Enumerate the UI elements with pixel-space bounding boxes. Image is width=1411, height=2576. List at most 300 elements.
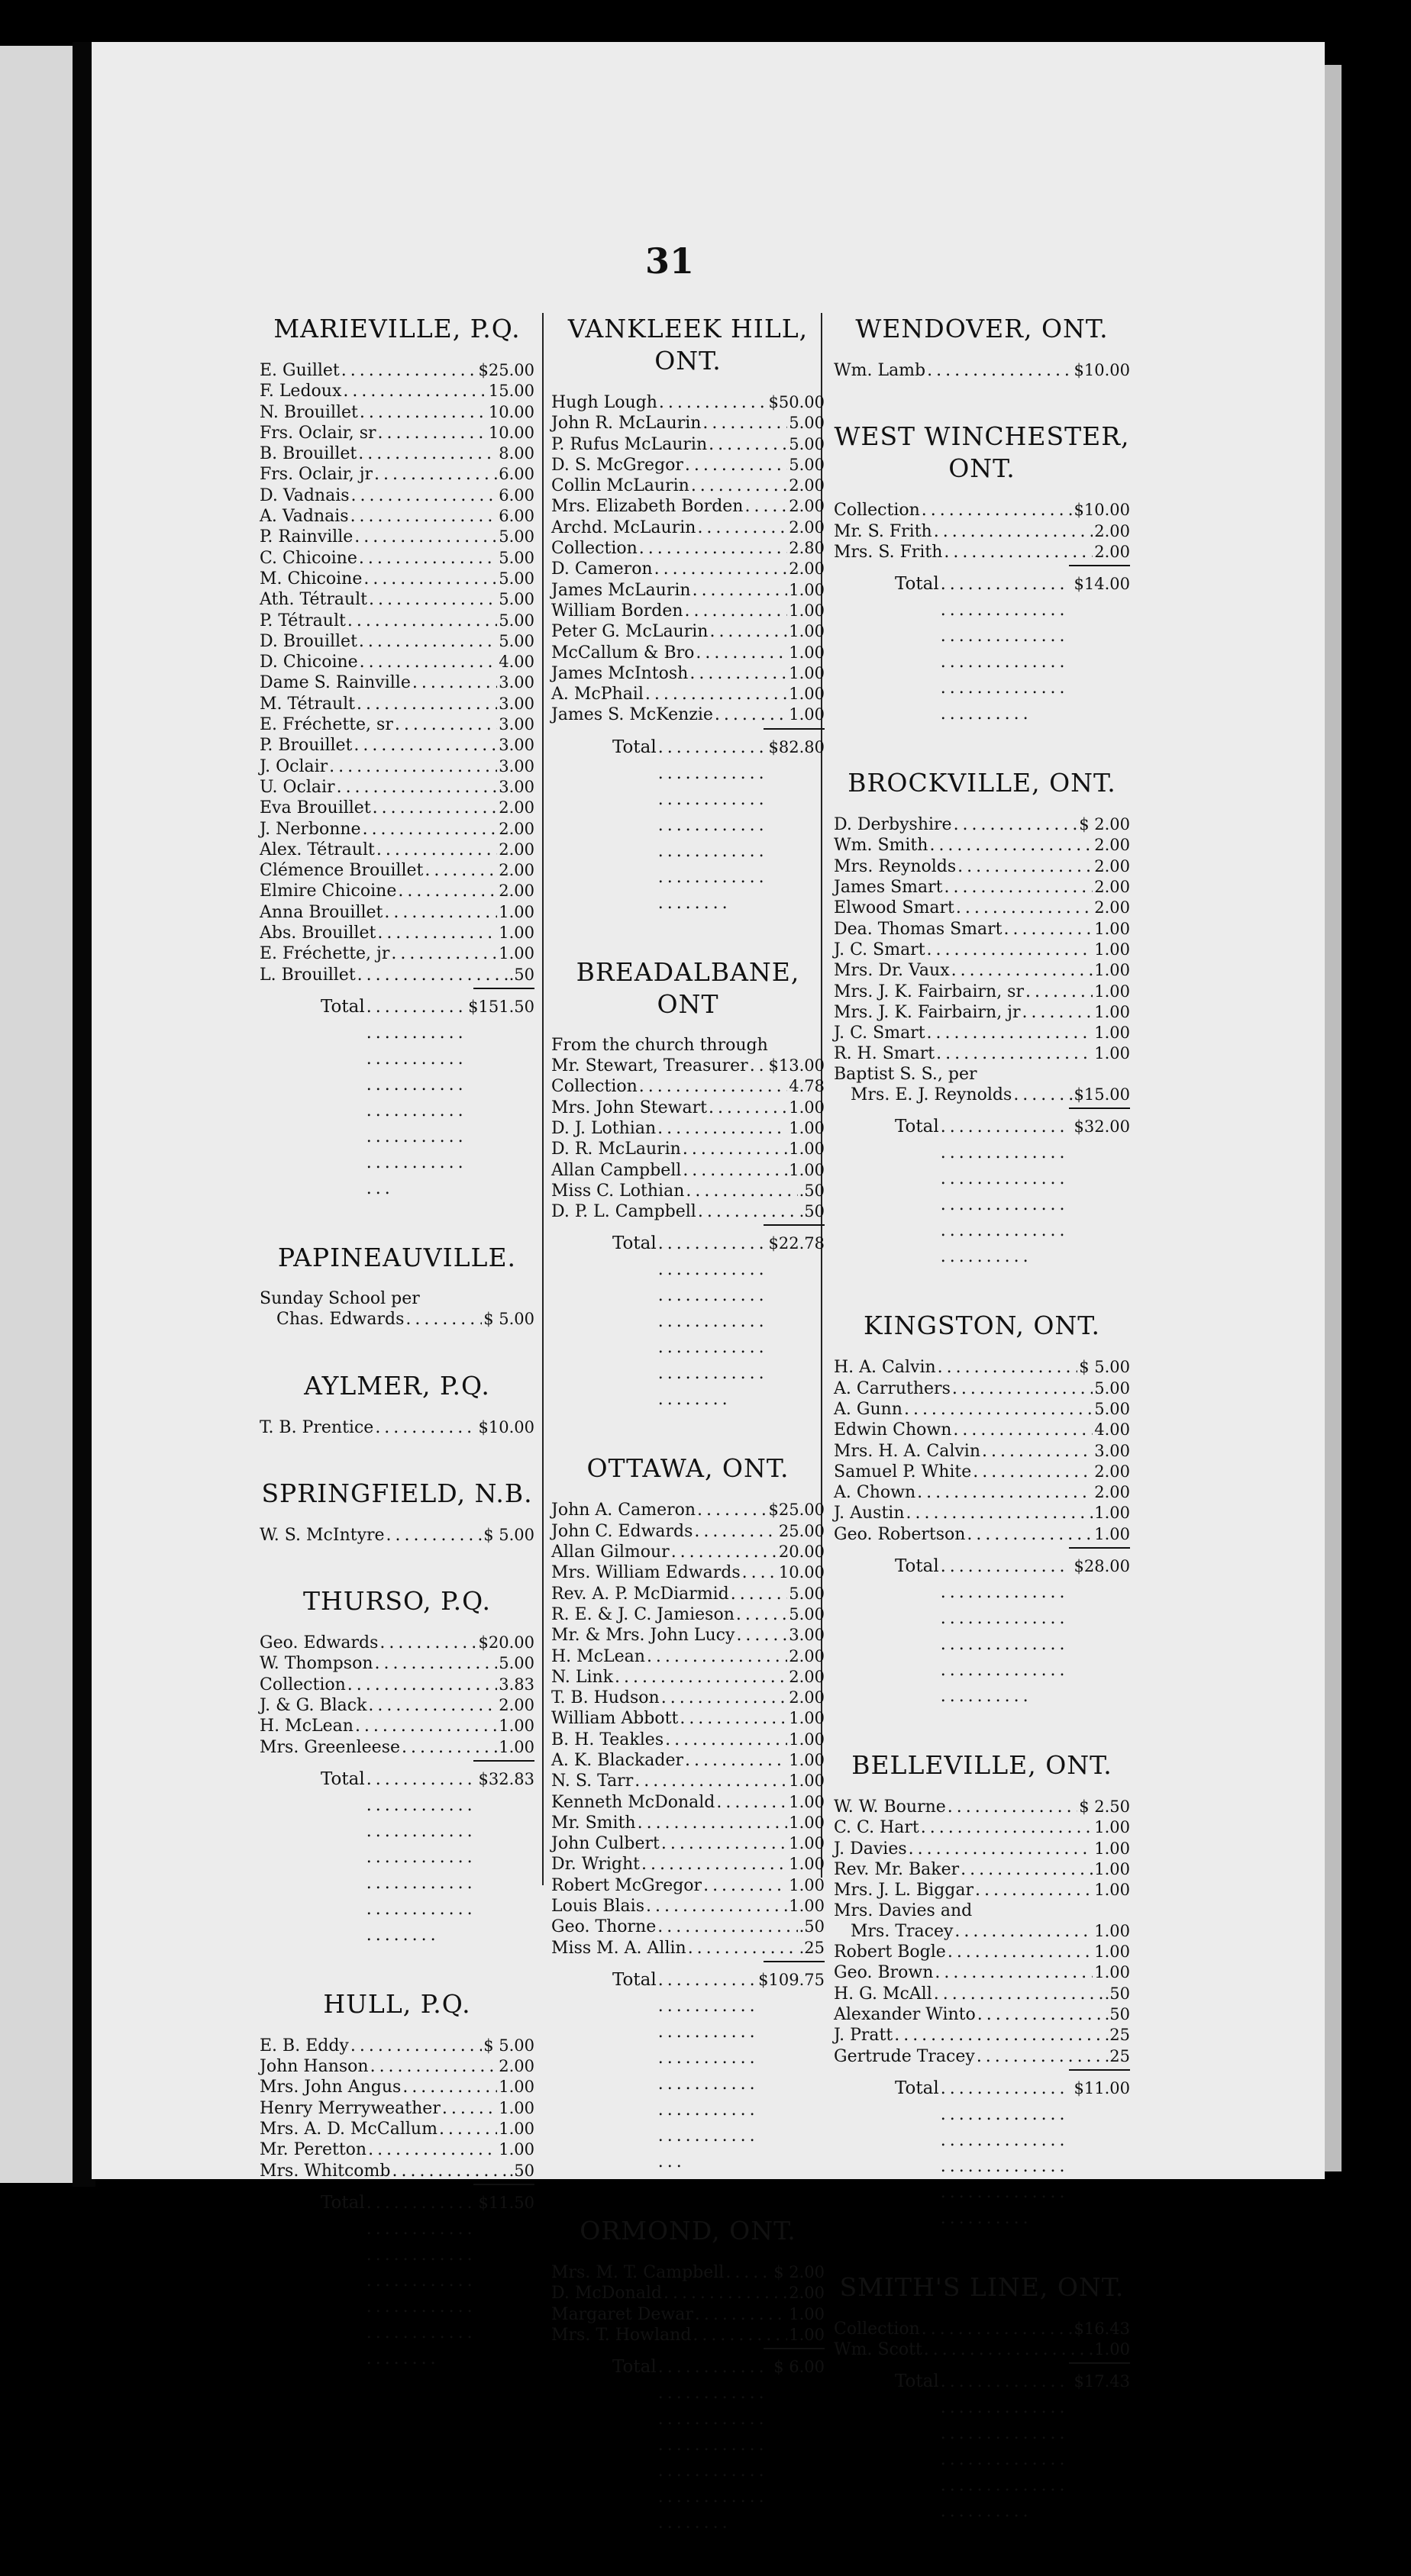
entry-row xyxy=(551,1098,825,1118)
leader-dots xyxy=(357,966,508,985)
entry-name: Chas. Edwards xyxy=(276,1310,405,1330)
leader-dots xyxy=(680,1709,787,1729)
entry-name: John Hanson xyxy=(260,2057,369,2077)
entry-row xyxy=(834,521,1130,542)
entry-name: Mrs. A. D. McCallum xyxy=(260,2120,438,2139)
entry-row xyxy=(260,1653,534,1674)
entry-name: R. E. & J. C. Jamieson xyxy=(551,1604,735,1624)
leader-dots xyxy=(347,1675,497,1695)
entry-row xyxy=(260,485,534,506)
entry-name: Baptist S. S., per xyxy=(834,1064,977,1084)
leader-dots xyxy=(703,1876,787,1896)
entry-row xyxy=(834,1817,1130,1838)
entry-amount: 1.00 xyxy=(789,705,825,724)
entry-name: Collection xyxy=(834,501,920,521)
section-heading: OTTAWA, ONT. xyxy=(586,1453,789,1484)
leader-dots xyxy=(953,1420,1093,1440)
entry-row xyxy=(260,464,534,485)
entry-name: Mrs. J. L. Biggar xyxy=(834,1881,974,1901)
leader-dots xyxy=(975,1881,1093,1901)
entry-row xyxy=(260,902,534,923)
entry-name: D. Chicoine xyxy=(260,653,358,672)
section-heading: ORMOND, ONT. xyxy=(580,2215,796,2246)
leader-dots xyxy=(425,861,497,881)
section xyxy=(551,1452,825,2175)
entry-amount: $15.00 xyxy=(1074,1085,1130,1104)
entry-amount: $ 5.00 xyxy=(483,1310,534,1329)
entry-name: C. Chicoine xyxy=(260,548,357,568)
total-rule xyxy=(473,988,534,989)
leader-dots xyxy=(742,1563,777,1583)
entry-row xyxy=(551,434,825,455)
entry-amount: 5.00 xyxy=(789,434,825,453)
entry-amount: 5.00 xyxy=(789,1604,825,1623)
leader-dots xyxy=(645,685,787,704)
entry-row xyxy=(834,1378,1130,1399)
entry-name: D. Brouillet xyxy=(260,631,357,651)
entry-row xyxy=(551,663,825,684)
entry-row xyxy=(834,940,1130,960)
entry-row xyxy=(834,1085,1130,1105)
entry-amount: 10.00 xyxy=(488,402,534,421)
entry-amount: .50 xyxy=(509,2161,534,2180)
leader-dots xyxy=(941,2369,1073,2525)
entry-name: Dame S. Rainville xyxy=(260,673,411,693)
left-page-edge xyxy=(0,46,73,2183)
entry-row xyxy=(834,1880,1130,1901)
entry-amount: 2.00 xyxy=(1094,1462,1130,1481)
total-rule xyxy=(1069,1107,1130,1109)
entry-amount: 1.00 xyxy=(789,1897,825,1916)
entry-row xyxy=(551,538,825,559)
entry-row xyxy=(260,2119,534,2139)
leader-dots xyxy=(957,857,1093,877)
leader-dots xyxy=(982,1442,1093,1462)
entry-row xyxy=(260,1633,534,1653)
entry-row xyxy=(260,611,534,631)
entry-row xyxy=(834,856,1130,877)
entry-name: Miss M. A. Allin xyxy=(551,1938,686,1958)
entry-row xyxy=(260,1289,534,1309)
entry-amount: 3.00 xyxy=(789,1626,825,1645)
leader-dots xyxy=(368,2140,497,2160)
entry-name: P. Rufus McLaurin xyxy=(551,434,708,454)
entry-row xyxy=(551,1646,825,1667)
entry-amount: 4.00 xyxy=(1094,1420,1130,1440)
leader-dots xyxy=(693,581,788,601)
leader-dots xyxy=(922,2320,1073,2339)
entry-row xyxy=(260,2139,534,2160)
entry-name: Collection xyxy=(551,539,638,559)
entry-row xyxy=(260,2161,534,2181)
entry-name: F. Ledoux xyxy=(260,382,342,401)
entry-row xyxy=(260,569,534,589)
leader-dots xyxy=(641,1855,787,1875)
entry-amount: 1.00 xyxy=(789,643,825,662)
leader-dots xyxy=(952,1379,1093,1399)
section-heading: BELLEVILLE, ONT. xyxy=(851,1750,1112,1781)
total-amount: $32.83 xyxy=(478,1769,534,1788)
leader-dots xyxy=(386,1526,483,1546)
leader-dots xyxy=(384,903,497,923)
entry-row xyxy=(834,1002,1130,1023)
section-heading: AYLMER, P.Q. xyxy=(304,1370,490,1401)
total-label: Total xyxy=(612,1969,657,1990)
total-label: Total xyxy=(895,1117,939,1137)
page-edge xyxy=(1325,65,1342,2171)
entry-name: E. Fréchette, jr xyxy=(260,944,390,964)
entry-name: Mrs. T. Howland xyxy=(551,2325,692,2345)
leader-dots xyxy=(391,944,497,964)
entry-row xyxy=(260,1675,534,1695)
total-amount: $32.00 xyxy=(1074,1117,1130,1136)
entry-amount: 1.00 xyxy=(499,2098,534,2117)
entry-name: A. Vadnais xyxy=(260,507,349,527)
entry-name: M. Chicoine xyxy=(260,569,363,588)
leader-dots xyxy=(639,1077,787,1097)
leader-dots xyxy=(936,1044,1093,1064)
leader-dots xyxy=(954,815,1078,835)
entry-name: Mrs. Davies and xyxy=(834,1901,973,1920)
leader-dots xyxy=(374,465,497,485)
entry-name: N. Link xyxy=(551,1667,613,1687)
leader-dots xyxy=(343,382,487,401)
entry-name: L. Brouillet xyxy=(260,965,356,985)
entry-row xyxy=(551,496,825,517)
entry-name: Mrs. H. A. Calvin xyxy=(834,1441,980,1461)
total-label: Total xyxy=(612,737,657,757)
leader-dots xyxy=(375,1654,498,1674)
entry-amount: $50.00 xyxy=(768,393,825,411)
entry-amount: 1.00 xyxy=(1094,961,1130,980)
column-rule xyxy=(542,313,544,1885)
entry-amount: 1.00 xyxy=(1094,1839,1130,1858)
entry-amount: 1.00 xyxy=(499,1717,534,1736)
entry-row xyxy=(834,1797,1130,1817)
entry-amount: 5.00 xyxy=(499,548,534,567)
entry-name: D. Cameron xyxy=(551,559,653,579)
section-heading: PAPINEAUVILLE. xyxy=(277,1242,517,1272)
total-row xyxy=(260,994,534,1202)
leader-dots xyxy=(744,497,787,517)
section-heading: WEST WINCHESTER, ONT. xyxy=(834,421,1130,484)
leader-dots xyxy=(922,501,1073,521)
entry-row xyxy=(260,1716,534,1736)
entry-amount: 3.00 xyxy=(1094,1441,1130,1460)
entry-name: John R. McLaurin xyxy=(551,414,702,434)
entry-name: P. Tétrault xyxy=(260,611,346,630)
leader-dots xyxy=(350,507,498,527)
entry-row xyxy=(834,360,1130,381)
entry-name: Mrs. Whitcomb xyxy=(260,2161,391,2181)
leader-dots xyxy=(688,1939,798,1959)
entry-name: Geo. Edwards xyxy=(260,1633,379,1653)
leader-dots xyxy=(671,1543,777,1562)
leader-dots xyxy=(917,1483,1093,1503)
entry-name: Henry Merryweather xyxy=(260,2098,441,2118)
entry-name: Mrs. Elizabeth Borden xyxy=(551,497,744,517)
entry-amount: 2.00 xyxy=(1094,521,1130,540)
entry-row xyxy=(551,1708,825,1729)
entry-name: Mrs. E. J. Reynolds xyxy=(851,1085,1012,1105)
section xyxy=(260,1988,534,2372)
entry-name: N. Brouillet xyxy=(260,402,358,422)
entry-amount: 1.00 xyxy=(1094,2340,1130,2359)
entry-amount: $ 2.00 xyxy=(1079,815,1130,834)
entry-amount: 2.00 xyxy=(1094,836,1130,855)
entry-name: D. S. McGregor xyxy=(551,455,683,475)
entry-name: Mrs. Dr. Vaux xyxy=(834,961,950,981)
entry-row xyxy=(834,1859,1130,1880)
entry-name: Mr. Peretton xyxy=(260,2140,367,2160)
entry-name: J. C. Smart xyxy=(834,1024,925,1043)
entry-amount: 5.00 xyxy=(789,1584,825,1603)
leader-dots xyxy=(693,2326,787,2345)
entry-row xyxy=(834,2025,1130,2046)
leader-dots xyxy=(665,1730,787,1750)
section xyxy=(260,1585,534,1949)
leader-dots xyxy=(938,1358,1078,1378)
leader-dots xyxy=(359,549,497,569)
leader-dots xyxy=(698,1202,798,1222)
entry-name: Mr. & Mrs. John Lucy xyxy=(551,1626,735,1646)
total-amount: $82.80 xyxy=(768,737,825,756)
section xyxy=(551,2215,825,2536)
entry-name: J. Nerbonne xyxy=(260,819,361,839)
leader-dots xyxy=(977,2047,1103,2067)
entry-row xyxy=(260,2077,534,2097)
leader-dots xyxy=(750,1056,767,1076)
total-row xyxy=(834,2075,1130,2232)
leader-dots xyxy=(716,1793,787,1813)
entry-name: James McLaurin xyxy=(551,580,691,600)
entry-row xyxy=(551,684,825,704)
total-label: Total xyxy=(321,1768,365,1789)
entry-row xyxy=(260,923,534,943)
entry-name: T. B. Prentice xyxy=(260,1417,374,1437)
entry-amount: 6.00 xyxy=(499,485,534,505)
entry-row xyxy=(551,455,825,476)
entry-name: Ath. Tétrault xyxy=(260,590,368,610)
entry-amount: 3.00 xyxy=(499,694,534,713)
entry-amount: $10.00 xyxy=(1074,501,1130,520)
section xyxy=(834,421,1130,727)
total-rule xyxy=(473,1760,534,1762)
leader-dots xyxy=(683,1161,787,1181)
entry-row xyxy=(260,1417,534,1438)
entry-row xyxy=(834,1503,1130,1523)
entry-amount: 5.00 xyxy=(499,1654,534,1673)
entry-row xyxy=(551,1792,825,1813)
entry-amount: 20.00 xyxy=(778,1543,825,1562)
entry-row xyxy=(260,1525,534,1546)
leader-dots xyxy=(944,543,1093,563)
column-3 xyxy=(834,313,1130,2565)
entry-name: J. Pratt xyxy=(834,2026,893,2046)
leader-dots xyxy=(405,1310,482,1330)
total-amount: $22.78 xyxy=(768,1234,825,1253)
column-2 xyxy=(551,313,825,2576)
leader-dots xyxy=(659,393,767,413)
entry-name: Frs. Oclair, jr xyxy=(260,465,373,485)
entry-row xyxy=(260,381,534,401)
entry-row xyxy=(551,413,825,434)
entry-amount: 1.00 xyxy=(789,580,825,599)
leader-dots xyxy=(921,1818,1093,1838)
leader-dots xyxy=(363,820,498,840)
entry-row xyxy=(551,1854,825,1875)
entry-row xyxy=(260,1695,534,1716)
leader-dots xyxy=(360,403,487,423)
total-amount: $14.00 xyxy=(1074,575,1130,594)
entry-row xyxy=(551,1160,825,1181)
entry-name: A. K. Blackader xyxy=(551,1750,684,1770)
entry-name: James McIntosh xyxy=(551,663,689,683)
entry-row xyxy=(551,517,825,538)
entry-amount: 3.00 xyxy=(499,777,534,796)
entry-row xyxy=(260,735,534,756)
entry-amount: 1.00 xyxy=(1094,1963,1130,1982)
entry-row xyxy=(834,1901,1130,1921)
entry-row xyxy=(834,1839,1130,1859)
entry-amount: 1.00 xyxy=(499,924,534,943)
page-number: 31 xyxy=(645,240,695,282)
entry-row xyxy=(260,756,534,777)
entry-row xyxy=(834,1921,1130,1942)
entry-row xyxy=(551,1584,825,1604)
entry-name: W. Thompson xyxy=(260,1654,373,1674)
leader-dots xyxy=(366,2191,477,2372)
entry-name: Geo. Robertson xyxy=(834,1524,966,1544)
entry-amount: $16.43 xyxy=(1074,2319,1130,2338)
entry-amount: 1.00 xyxy=(1094,1859,1130,1878)
leader-dots xyxy=(941,1554,1073,1710)
entry-row xyxy=(834,1984,1130,2004)
entry-name: Anna Brouillet xyxy=(260,902,383,922)
entry-name: E. Fréchette, sr xyxy=(260,715,393,735)
entry-amount: 2.00 xyxy=(499,819,534,838)
entry-row xyxy=(551,621,825,642)
entry-amount: $ 2.00 xyxy=(773,2262,825,2281)
entry-name: Mr. Smith xyxy=(551,1813,636,1833)
entry-amount: 10.00 xyxy=(488,423,534,442)
leader-dots xyxy=(927,940,1093,960)
entry-name: Collin McLaurin xyxy=(551,476,689,496)
entry-name: Geo. Brown xyxy=(834,1963,934,1983)
entry-amount: 5.00 xyxy=(789,414,825,433)
total-label: Total xyxy=(321,2192,365,2213)
total-row xyxy=(551,1967,825,2175)
entry-row xyxy=(551,1604,825,1625)
entry-row xyxy=(260,1737,534,1758)
leader-dots xyxy=(709,435,787,455)
leader-dots xyxy=(948,1797,1077,1817)
entry-row xyxy=(260,694,534,714)
entry-amount: 1.00 xyxy=(789,1098,825,1117)
total-label: Total xyxy=(612,1233,657,1254)
entry-row xyxy=(551,1036,825,1056)
entry-amount: 2.80 xyxy=(789,539,825,558)
entry-row xyxy=(260,672,534,693)
entry-row xyxy=(551,2262,825,2283)
entry-row xyxy=(834,500,1130,521)
total-rule xyxy=(1069,2069,1130,2071)
entry-row xyxy=(834,835,1130,856)
entry-name: Mrs. J. K. Fairbairn, sr xyxy=(834,982,1024,1001)
entry-name: Abs. Brouillet xyxy=(260,924,376,943)
entry-row xyxy=(551,643,825,663)
entry-row xyxy=(260,423,534,443)
entry-name: Robert McGregor xyxy=(551,1875,702,1895)
section xyxy=(260,313,534,1202)
entry-row xyxy=(551,559,825,579)
entry-name: William Abbott xyxy=(551,1709,679,1729)
entry-amount: 1.00 xyxy=(789,1813,825,1832)
section-heading: BREADALBANE, ONT xyxy=(576,956,800,1019)
leader-dots xyxy=(934,522,1093,542)
entry-name: Louis Blais xyxy=(551,1897,644,1917)
entry-row xyxy=(834,1942,1130,1962)
entry-name: Mrs. S. Frith xyxy=(834,542,943,562)
entry-amount: 8.00 xyxy=(499,444,534,463)
section xyxy=(260,1478,534,1546)
leader-dots xyxy=(657,1119,787,1139)
section-heading: MARIEVILLE, P.Q. xyxy=(273,314,521,343)
entry-amount: 2.00 xyxy=(789,1688,825,1707)
entry-row xyxy=(551,1896,825,1917)
entry-name: D. R. McLaurin xyxy=(551,1140,681,1159)
entry-row xyxy=(551,601,825,621)
leader-dots xyxy=(894,2026,1103,2046)
entry-name: Allan Gilmour xyxy=(551,1543,670,1562)
entry-row xyxy=(834,1441,1130,1462)
leader-dots xyxy=(402,1738,497,1758)
leader-dots xyxy=(646,1897,787,1917)
entry-amount: 5.00 xyxy=(1094,1378,1130,1398)
leader-dots xyxy=(685,456,787,476)
total-label: Total xyxy=(612,2357,657,2378)
section xyxy=(551,313,825,917)
entry-name: William Borden xyxy=(551,601,683,621)
entry-name: D. Vadnais xyxy=(260,485,350,505)
section-heading: VANKLEEK HILL, ONT. xyxy=(567,314,809,376)
leader-dots xyxy=(709,622,787,642)
leader-dots xyxy=(691,476,787,496)
entry-amount: 15.00 xyxy=(488,382,534,401)
leader-dots xyxy=(697,518,787,538)
leader-dots xyxy=(368,1696,497,1716)
entry-amount: 1.00 xyxy=(789,622,825,641)
leader-dots xyxy=(685,601,788,621)
entry-name: A. Chown xyxy=(834,1483,916,1503)
leader-dots xyxy=(1013,1085,1072,1105)
leader-dots xyxy=(685,1751,787,1771)
leader-dots xyxy=(363,569,497,589)
entry-amount: 1.00 xyxy=(789,1772,825,1791)
entry-row xyxy=(551,1625,825,1646)
entry-row xyxy=(551,1562,825,1583)
entry-amount: 1.00 xyxy=(789,1792,825,1811)
leader-dots xyxy=(661,1688,788,1708)
entry-amount: 1.00 xyxy=(789,1140,825,1159)
entry-name: H. McLean xyxy=(260,1717,354,1736)
entry-name: Elmire Chicoine xyxy=(260,882,397,901)
entry-amount: 2.00 xyxy=(1094,856,1130,875)
entry-amount: 1.00 xyxy=(1094,1524,1130,1543)
entry-row xyxy=(551,1201,825,1222)
entry-name: W. W. Bourne xyxy=(834,1797,946,1817)
entry-amount: $25.00 xyxy=(768,1501,825,1520)
